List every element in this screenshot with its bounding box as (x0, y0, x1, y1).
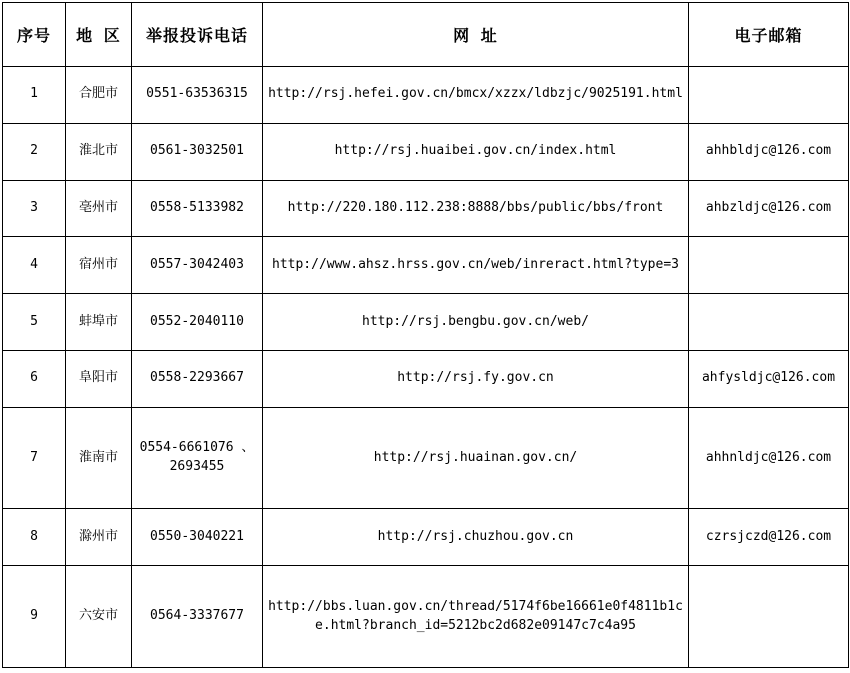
header-region: 地 区 (66, 3, 132, 67)
region-cell: 宿州市 (66, 237, 132, 294)
complaint-phone-cell: 0564-3337677 (132, 566, 263, 668)
table-row (3, 294, 849, 351)
region-cell: 淮北市 (66, 123, 132, 180)
serial-number-cell: 5 (3, 294, 66, 351)
website-url-cell: http://rsj.huainan.gov.cn/ (263, 407, 689, 509)
website-url-cell: http://220.180.112.238:8888/bbs/public/bbs/front (263, 180, 689, 237)
region-cell: 阜阳市 (66, 350, 132, 407)
website-url-cell: http://rsj.hefei.gov.cn/bmcx/xzzx/ldbzjc/9025191.html (263, 67, 689, 124)
website-url-cell: http://rsj.bengbu.gov.cn/web/ (263, 294, 689, 351)
website-url-cell: http://www.ahsz.hrss.gov.cn/web/inreract.html?type=3 (263, 237, 689, 294)
header-website: 网 址 (263, 3, 689, 67)
serial-number-cell: 8 (3, 509, 66, 566)
table-row (3, 180, 849, 237)
complaint-phone-cell: 0558-2293667 (132, 350, 263, 407)
email-cell: ahbzldjc@126.com (689, 180, 849, 237)
email-cell (689, 294, 849, 351)
complaint-phone-cell: 0557-3042403 (132, 237, 263, 294)
serial-number-cell: 7 (3, 407, 66, 509)
table-row (3, 509, 849, 566)
email-cell: ahhnldjc@126.com (689, 407, 849, 509)
serial-number-cell: 6 (3, 350, 66, 407)
serial-number-cell: 4 (3, 237, 66, 294)
complaint-phone-cell: 0550-3040221 (132, 509, 263, 566)
complaint-phone-cell: 0558-5133982 (132, 180, 263, 237)
email-cell: czrsjczd@126.com (689, 509, 849, 566)
region-cell: 六安市 (66, 566, 132, 668)
complaint-phone-cell: 0551-63536315 (132, 67, 263, 124)
table-row (3, 123, 849, 180)
region-cell: 滁州市 (66, 509, 132, 566)
hotline-directory-table (2, 2, 849, 668)
table-row (3, 350, 849, 407)
header-complaint-phone: 举报投诉电话 (132, 3, 263, 67)
table-row (3, 237, 849, 294)
serial-number-cell: 9 (3, 566, 66, 668)
table-row (3, 407, 849, 509)
website-url-cell: http://rsj.chuzhou.gov.cn (263, 509, 689, 566)
table-header-row (3, 3, 849, 67)
region-cell: 亳州市 (66, 180, 132, 237)
email-cell (689, 67, 849, 124)
email-cell: ahfysldjc@126.com (689, 350, 849, 407)
region-cell: 合肥市 (66, 67, 132, 124)
complaint-phone-cell: 0552-2040110 (132, 294, 263, 351)
table-row (3, 67, 849, 124)
complaint-phone-cell: 0561-3032501 (132, 123, 263, 180)
serial-number-cell: 2 (3, 123, 66, 180)
region-cell: 淮南市 (66, 407, 132, 509)
email-cell (689, 237, 849, 294)
website-url-cell: http://rsj.fy.gov.cn (263, 350, 689, 407)
website-url-cell: http://rsj.huaibei.gov.cn/index.html (263, 123, 689, 180)
region-cell: 蚌埠市 (66, 294, 132, 351)
header-email: 电子邮箱 (689, 3, 849, 67)
serial-number-cell: 1 (3, 67, 66, 124)
email-cell (689, 566, 849, 668)
website-url-cell: http://bbs.luan.gov.cn/thread/5174f6be16661e0f4811b1ce.html?branch_id=5212bc2d682e09147c7c4a95 (263, 566, 689, 668)
table-body (3, 67, 849, 668)
table-row (3, 566, 849, 668)
complaint-phone-cell: 0554-6661076 、2693455 (132, 407, 263, 509)
email-cell: ahhbldjc@126.com (689, 123, 849, 180)
serial-number-cell: 3 (3, 180, 66, 237)
header-serial-number: 序号 (3, 3, 66, 67)
